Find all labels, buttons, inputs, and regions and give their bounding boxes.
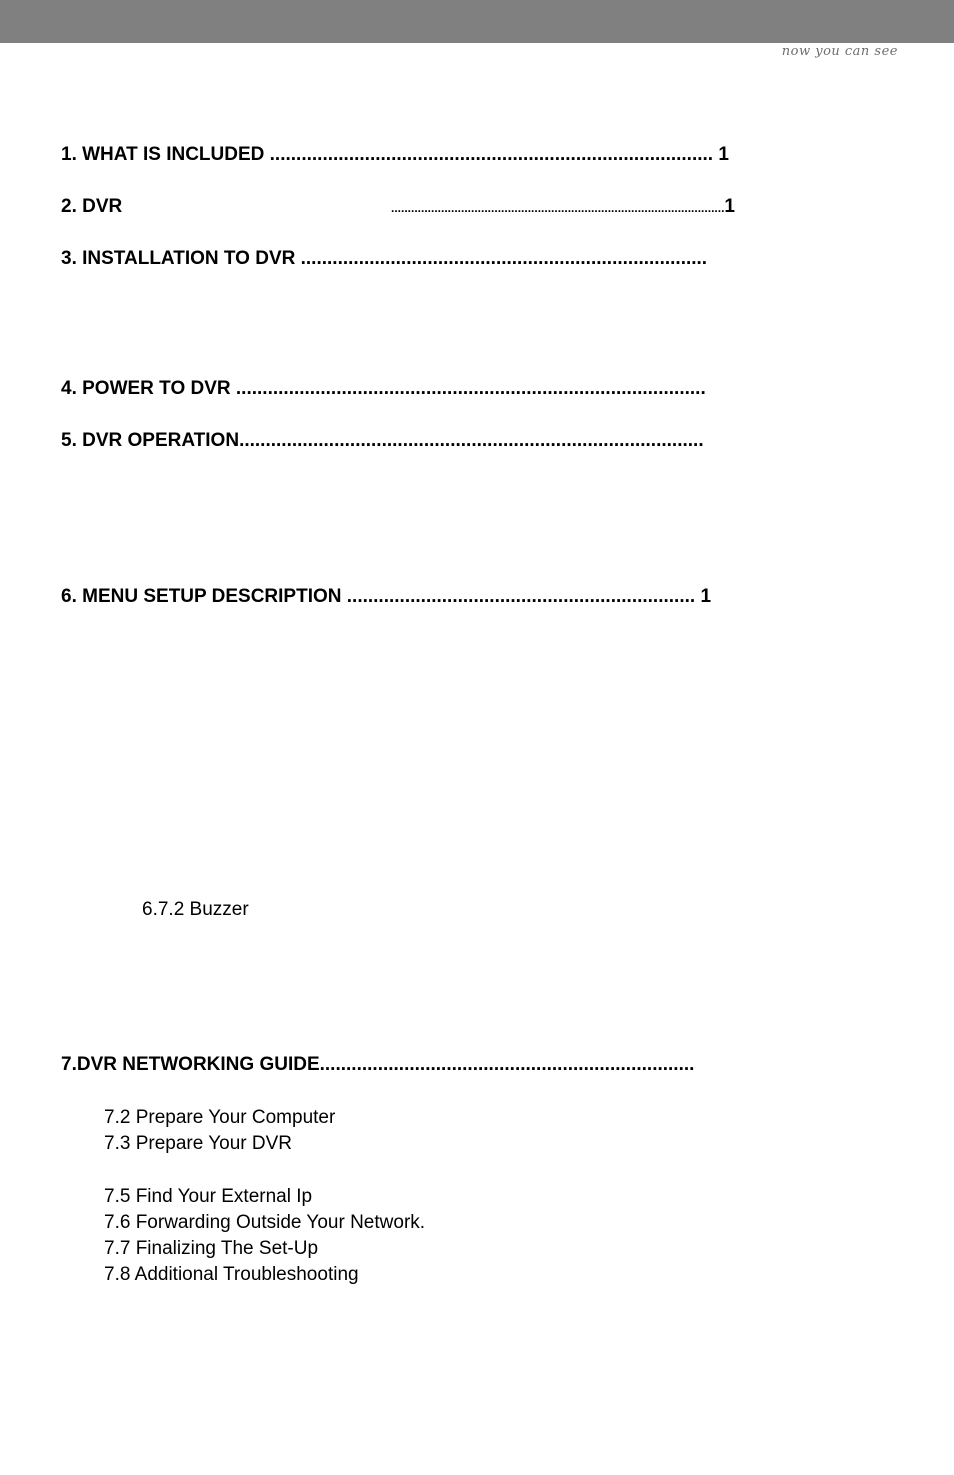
toc-subentry-buzzer[interactable]: 6.7.2 Buzzer [142,899,249,920]
header-bar [0,0,954,43]
toc-page-number: 1 [713,144,729,165]
toc-entry-title: 4. POWER TO DVR [61,378,231,399]
brand-tagline: now you can see [781,44,898,59]
toc-page-number: 1 [724,196,735,217]
toc-entry-networking[interactable] [61,1054,694,1076]
toc-leader-dots: .................................................................................................... [391,201,725,215]
toc-entry-what-is-included[interactable] [61,144,729,166]
toc-entry-power[interactable] [61,378,706,400]
toc-leader-dots: ........................................................................................ [239,430,704,451]
toc-leader-dots: .................................................................. [341,586,696,607]
toc-entry-operation[interactable] [61,430,704,452]
toc-entry-title: 1. WHAT IS INCLUDED [61,144,265,165]
toc-entry-menu-setup[interactable] [61,586,711,608]
toc-entry-title: 5. DVR OPERATION [61,430,240,451]
toc-page-number: 1 [695,586,712,607]
toc-subentry-find-external-ip[interactable]: 7.5 Find Your External Ip [104,1186,313,1207]
toc-subentry-forwarding[interactable]: 7.6 Forwarding Outside Your Network. [104,1212,426,1233]
toc-subentry-prepare-computer[interactable]: 7.2 Prepare Your Computer [104,1107,336,1128]
toc-leader-dots: ....................................................................... [319,1054,695,1075]
toc-entry-title: 2. DVR [61,196,123,217]
toc-entry-title: 7.DVR NETWORKING GUIDE [61,1054,320,1075]
toc-entry-title: 6. MENU SETUP DESCRIPTION [61,586,342,607]
toc-subentry-prepare-dvr[interactable]: 7.3 Prepare Your DVR [104,1133,293,1154]
toc-subentry-finalizing[interactable]: 7.7 Finalizing The Set-Up [104,1238,319,1259]
toc-subentry-troubleshooting[interactable]: 7.8 Additional Troubleshooting [104,1264,359,1285]
toc-leader-dots: ............................................................................. [295,248,708,269]
toc-entry-title: 3. INSTALLATION TO DVR [61,248,296,269]
toc-leader-dots: .................................................................................... [264,144,714,165]
toc-leader-dots: ......................................................................................... [230,378,706,399]
toc-entry-installation[interactable] [61,248,707,270]
toc-entry-dvr[interactable] [61,196,122,218]
toc-entry-dvr-leader [391,196,735,219]
